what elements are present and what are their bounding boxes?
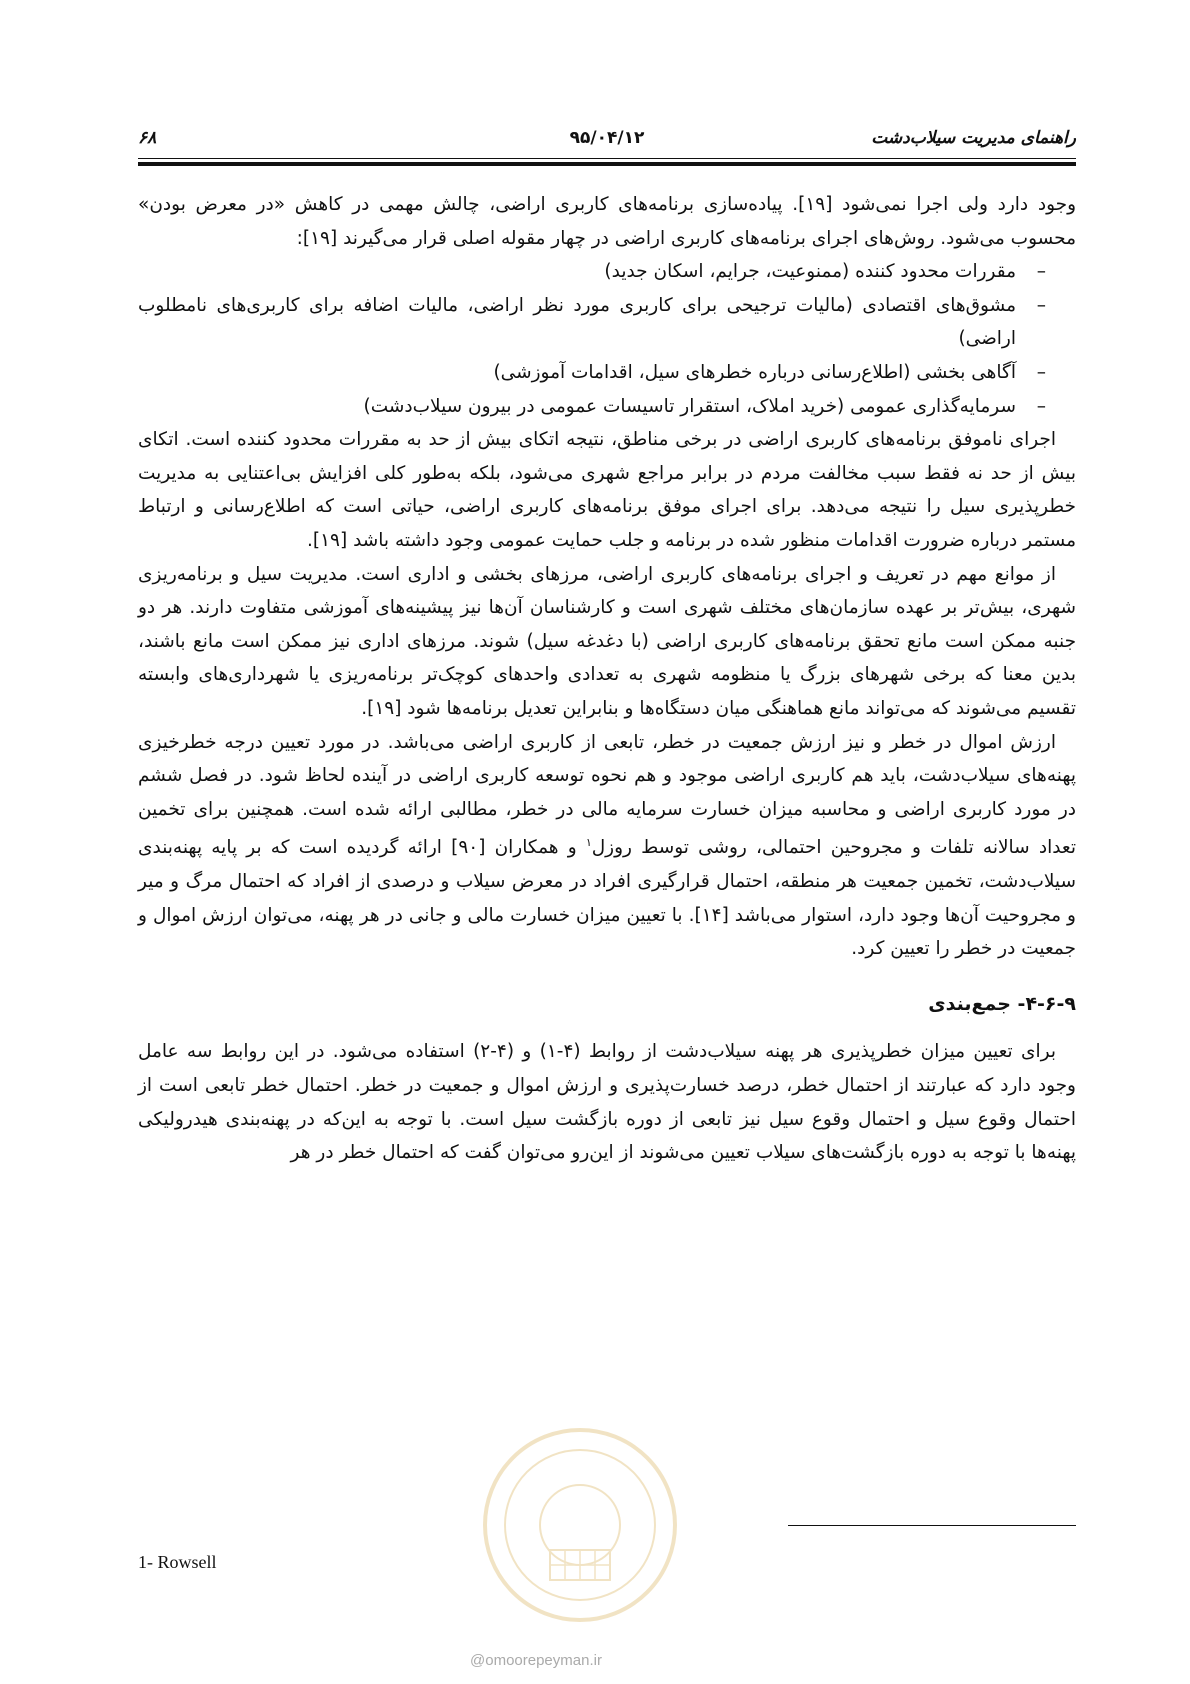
header-rule-thin: [138, 158, 1076, 159]
bullet-item-3: [138, 356, 1046, 390]
bullet-text: سرمایه‌گذاری عمومی (خرید املاک، استقرار تاسیسات عمومی در بیرون سیلاب‌دشت): [363, 395, 1016, 417]
footnote-ref[interactable]: ۱: [585, 836, 592, 850]
paragraph-5: برای تعیین میزان خطرپذیری هر پهنه سیلاب‌دشت از روابط (۴-۱) و (۴-۲) استفاده می‌شود. در این روابط سه عامل وجود دارد که عبارتند از احتمال خطر، درصد خسارت‌پذیری و ارزش اموال و جمعیت در خطر. احتمال خطر تابعی است از احتمال وقوع سیل و احتمال وقوع سیل نیز تابعی از دوره بازگشت سیل است. با توجه به این‌که در پهنه‌بندی هیدرولیکی پهنه‌ها با توجه به دوره بازگشت‌های سیلاب تعیین می‌شوند از این‌رو می‌توان گفت که احتمال خطر در هر: [138, 1041, 1076, 1164]
running-title: راهنمای مدیریت سیلاب‌دشت: [871, 128, 1076, 148]
page-number: ۶۸: [138, 128, 157, 148]
paragraph-4-part-1: ارزش اموال در خطر و نیز ارزش جمعیت در خطر، تابعی از کاربری اراضی می‌باشد. در مورد تعیین درجه خطرخیزی پهنه‌های سیلاب‌دشت، باید هم کاربری اراضی موجود و هم نحوه توسعه کاربری اراضی در آینده لحاظ شود. در فصل ششم در مورد کاربری اراضی و محاسبه میزان خسارت سرمایه مالی در خطر، مطالبی ارائه شده است. همچنین برای تخمین تعداد سالانه تلفات و مجروحین احتمالی، روشی توسط روزل: [138, 731, 1077, 859]
bullet-item-4: [138, 390, 1046, 424]
header-date: ۹۵/۰۴/۱۲: [569, 128, 645, 148]
page-header: [138, 128, 1076, 158]
dash-marker: –: [1036, 294, 1046, 316]
bullet-text: مقررات محدود کننده (ممنوعیت، جرایم، اسکان جدید): [604, 261, 1016, 283]
footnote-separator: [788, 1525, 1076, 1526]
header-rule-thick: [138, 162, 1076, 166]
section-heading: ۴-۶-۹- جمع‌بندی: [928, 992, 1076, 1015]
watermark-seal-icon: [480, 1425, 680, 1625]
bullet-item-2: [138, 289, 1046, 356]
dash-marker: –: [1036, 395, 1046, 417]
paragraph-1: وجود دارد ولی اجرا نمی‌شود [۱۹]. پیاده‌سازی برنامه‌های کاربری اراضی، چالش مهمی در کاهش «در معرض بودن» محسوب می‌شود. روش‌های اجرای برنامه‌های کاربری اراضی در چهار مقوله اصلی قرار می‌گیرند [۱۹]:: [138, 194, 1076, 249]
bullet-item-1: [138, 255, 1046, 289]
bullet-list: [138, 255, 1076, 423]
bullet-text: مشوق‌های اقتصادی (مالیات ترجیحی برای کاربری مورد نظر اراضی، مالیات اضافه برای کاربری‌های نامطلوب اراضی): [138, 294, 1016, 350]
page-body: [138, 188, 1076, 1170]
paragraph-4-part-2: و همکاران [۹۰] ارائه گردیده است که بر پایه پهنه‌بندی سیلاب‌دشت، تخمین جمعیت هر منطقه، احتمال قرارگیری افراد در معرض سیلاب و درصدی از افراد که احتمال مرگ و میر و مجروحیت آن‌ها وجود دارد، استوار می‌باشد [۱۴]. با تعیین میزان خسارت مالی و جانی در هر پهنه، می‌توان ارزش اموال و جمعیت در خطر را تعیین کرد.: [138, 837, 1076, 960]
dash-marker: –: [1036, 361, 1046, 383]
watermark-text: @omoorepeyman.ir: [470, 1652, 602, 1669]
footnote: 1- Rowsell: [138, 1552, 217, 1572]
dash-marker: –: [1036, 261, 1046, 283]
paragraph-4: [138, 726, 1076, 966]
paragraph-2: اجرای ناموفق برنامه‌های کاربری اراضی در برخی مناطق، نتیجه اتکای بیش از حد به مقررات محدود کننده است. اتکای بیش از حد نه فقط سبب مخالفت مردم در برابر مراجع شهری می‌شود، بلکه به‌طور کلی افزایش بی‌اعتنایی به مدیریت خطرپذیری سیل را نتیجه می‌دهد. برای اجرای موفق برنامه‌های کاربری اراضی، حیاتی است که اطلاع‌رسانی و ارتباط مستمر درباره ضرورت اقدامات منظور شده در برنامه و جلب حمایت عمومی وجود داشته باشد [۱۹].: [138, 429, 1076, 551]
bullet-text: آگاهی بخشی (اطلاع‌رسانی درباره خطرهای سیل، اقدامات آموزشی): [493, 361, 1016, 383]
paragraph-3: از موانع مهم در تعریف و اجرای برنامه‌های کاربری اراضی، مرزهای بخشی و اداری است. مدیریت سیل و برنامه‌ریزی شهری، بیش‌تر بر عهده سازمان‌های مختلف شهری است و کارشناسان آن‌ها نیز پیشینه‌های آموزشی متفاوت دارند. هر دو جنبه ممکن است مانع تحقق برنامه‌های کاربری اراضی (با دغدغه سیل) شوند. مرزهای اداری نیز ممکن است مانع باشند، بدین معنا که برخی شهرهای بزرگ یا منظومه شهری به تعدادی واحدهای کوچک‌تر برنامه‌ریزی یا شهرداری‌های وابسته تقسیم می‌شوند که می‌تواند مانع هماهنگی میان دستگاه‌ها و بنابراین تعدیل برنامه‌ها شود [۱۹].: [138, 563, 1076, 719]
